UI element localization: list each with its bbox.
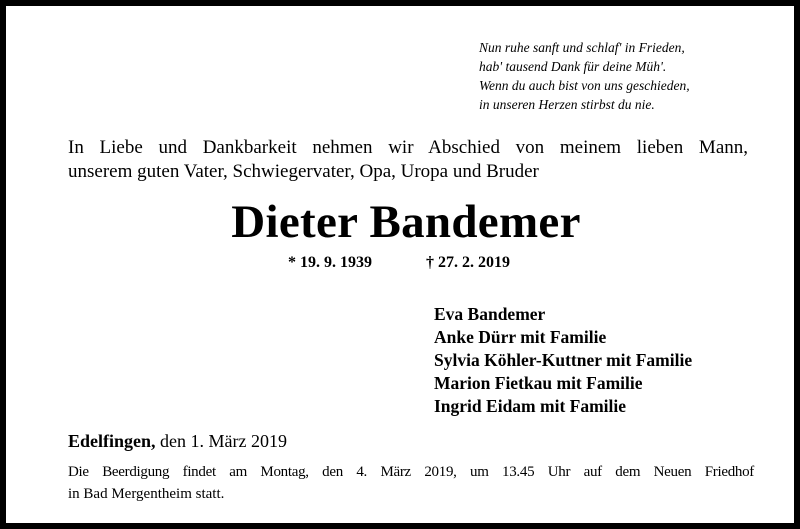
mourner-name: Ingrid Eidam mit Familie: [434, 396, 627, 416]
mourner-name: Anke Dürr mit Familie: [434, 327, 607, 347]
mourners-list: [434, 303, 692, 418]
poem-line: Wenn du auch bist von uns geschieden,: [479, 78, 690, 93]
intro-line-1: In Liebe und Dankbarkeit nehmen wir Abschied von meinem lieben Mann,: [68, 137, 748, 158]
poem-line: Nun ruhe sanft und schlaf' in Frieden,: [479, 40, 685, 55]
memorial-poem: [479, 38, 779, 114]
birth-date: * 19. 9. 1939: [288, 254, 372, 271]
mourner-name: Eva Bandemer: [434, 304, 546, 324]
poem-line: in unseren Herzen stirbst du nie.: [479, 97, 655, 112]
death-date: † 27. 2. 2019: [426, 254, 510, 271]
place-name: Edelfingen,: [68, 431, 156, 451]
deceased-name: Dieter Bandemer: [231, 196, 581, 248]
mourner-name: Marion Fietkau mit Familie: [434, 373, 643, 393]
funeral-line-2: in Bad Mergentheim statt.: [68, 486, 225, 502]
funeral-info: [68, 461, 754, 505]
intro-text: [68, 136, 748, 184]
place-and-date: [68, 429, 287, 453]
mourner-name: Sylvia Köhler-Kuttner mit Familie: [434, 350, 693, 370]
funeral-line-1: Die Beerdigung findet am Montag, den 4. März 2019, um 13.45 Uhr auf dem Neuen Friedhof: [68, 464, 754, 480]
intro-line-2: unserem guten Vater, Schwiegervater, Opa, Uropa und Bruder: [68, 161, 539, 182]
poem-line: hab' tausend Dank für deine Müh'.: [479, 59, 667, 74]
notice-date: den 1. März 2019: [155, 431, 287, 451]
